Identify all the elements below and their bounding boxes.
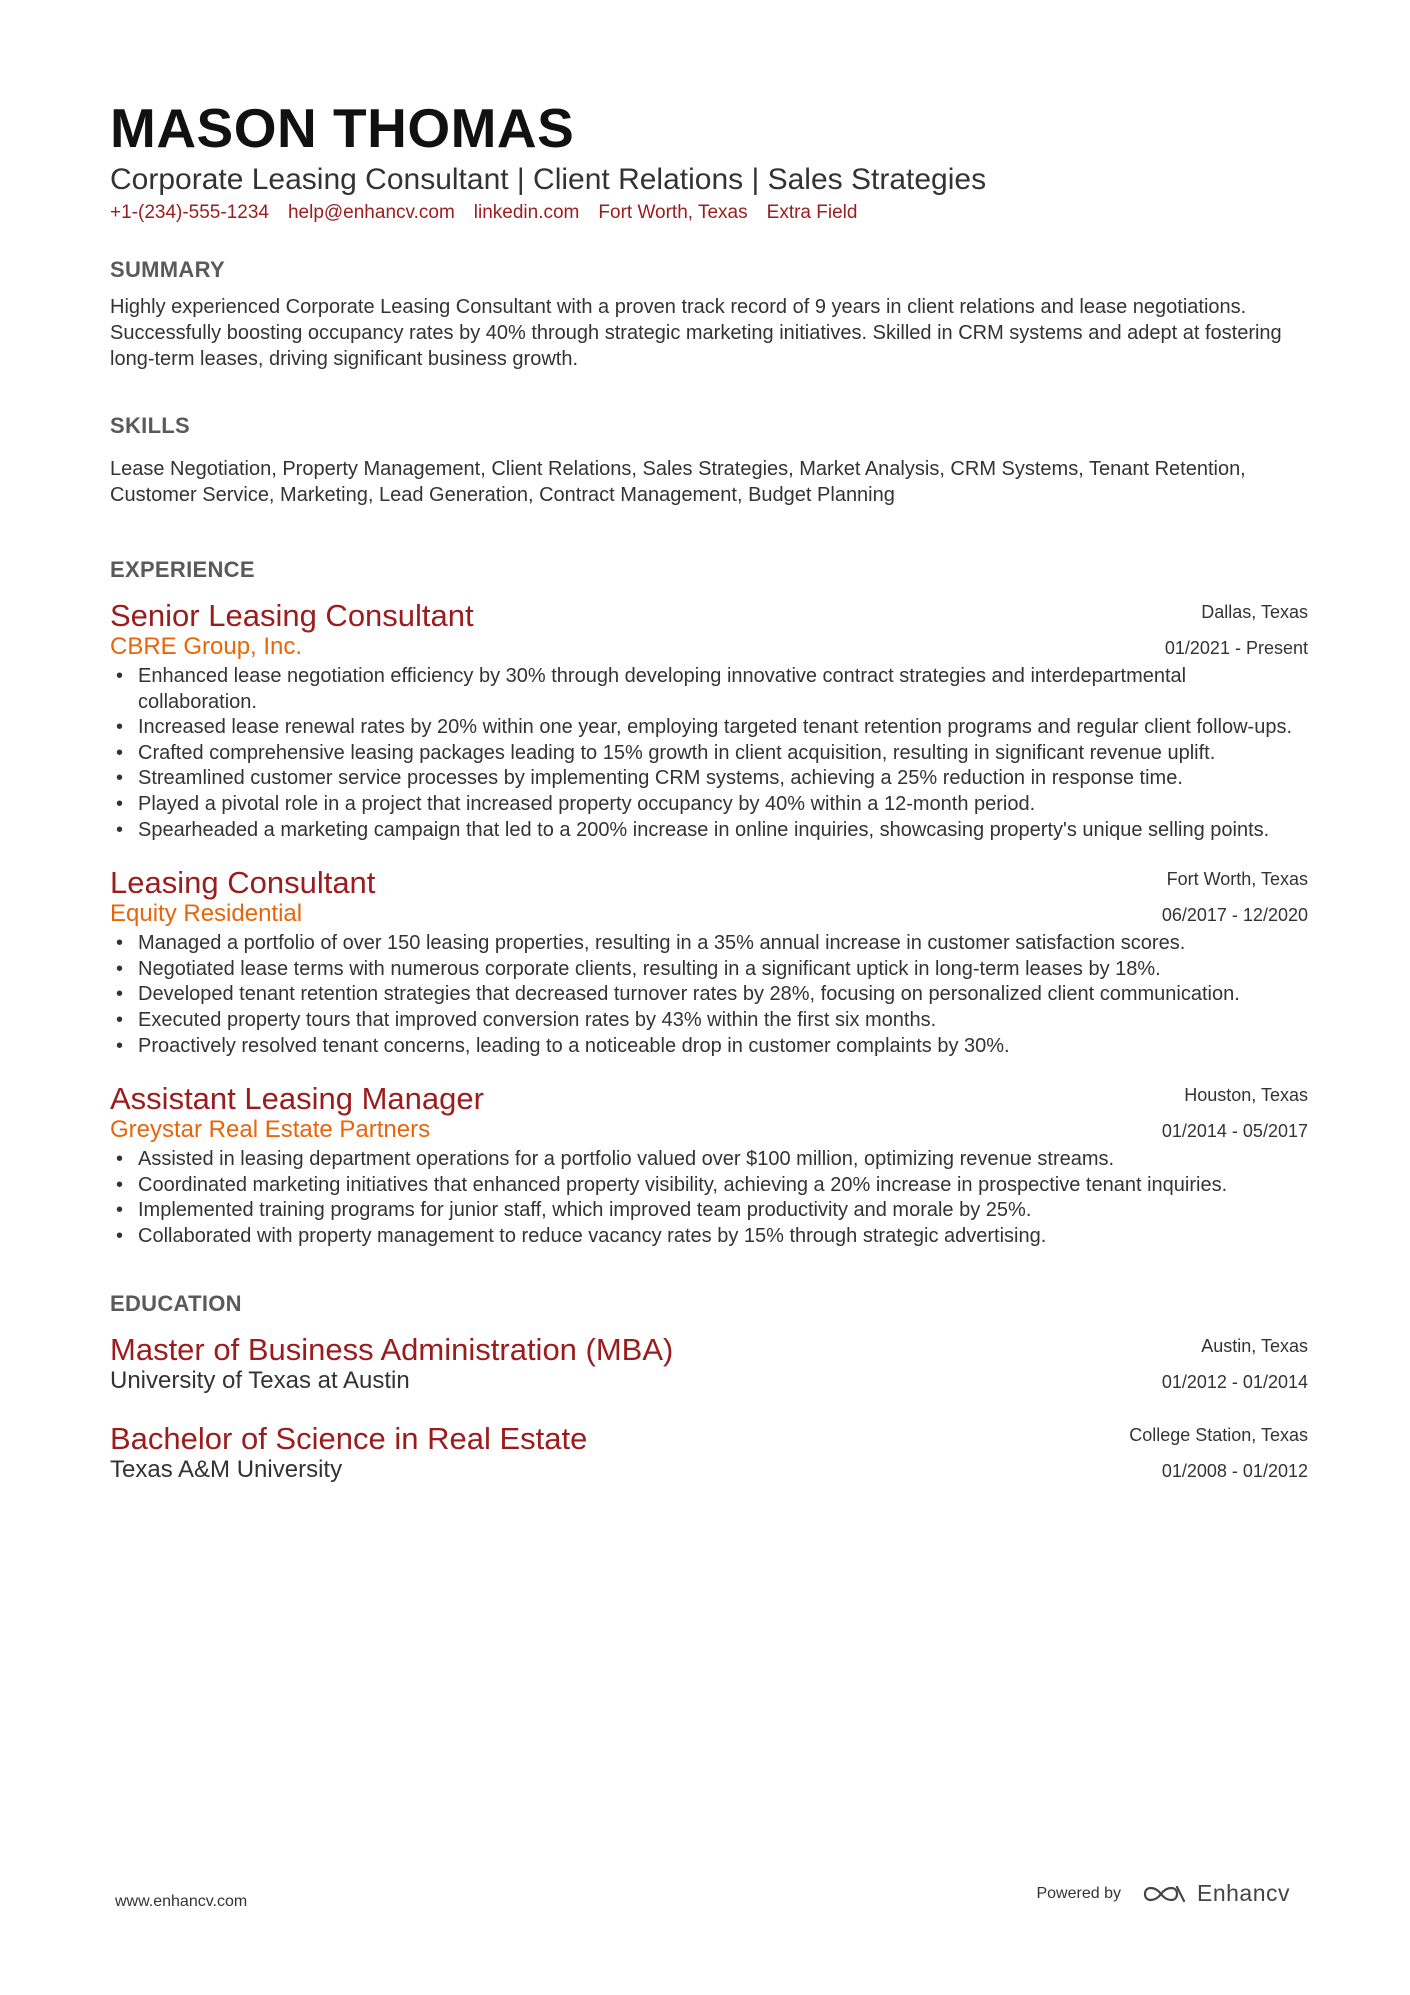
job-bullet: • Negotiated lease terms with numerous corporate clients, resulting in a significant uptick in long-term leases by 18%.	[110, 957, 1308, 983]
job-location: Fort Worth, Texas	[1166, 869, 1308, 890]
job-bullet: • Enhanced lease negotiation efficiency by 30% through developing innovative contract strategies and interdepartmental collaboration.	[116, 665, 1187, 713]
job-dates: 06/2017 - 12/2020	[1161, 905, 1308, 926]
job-bullets	[110, 1147, 1308, 1249]
bullet-dot: •	[116, 983, 124, 1006]
school-location: College Station, Texas	[1129, 1424, 1308, 1445]
section-title-summary: SUMMARY	[110, 257, 225, 282]
experience-section	[110, 556, 1308, 1250]
resume-header	[110, 96, 1308, 226]
job-bullets	[110, 664, 1308, 843]
bullet-dot: •	[116, 1148, 124, 1171]
experience-entry	[110, 1079, 1308, 1249]
company-name: CBRE Group, Inc.	[110, 633, 303, 660]
job-bullet: • Increased lease renewal rates by 20% within one year, employing targeted tenant retention programs and regular client follow-ups.	[110, 715, 1308, 741]
job-bullet: • Coordinated marketing initiatives that enhanced property visibility, achieving a 20% increase in prospective tenant inquiries.	[110, 1173, 1308, 1199]
bullet-dot: •	[116, 1173, 124, 1196]
job-bullets	[110, 931, 1308, 1059]
bullet-dot: •	[116, 792, 124, 815]
bullet-dot: •	[116, 665, 124, 687]
education-entry	[110, 1419, 1308, 1487]
degree-title: Master of Business Administration (MBA)	[110, 1331, 674, 1367]
job-dates: 01/2021 - Present	[1164, 638, 1308, 658]
job-title: Leasing Consultant	[110, 865, 376, 901]
bullet-dot: •	[116, 1199, 124, 1222]
job-bullet: • Implemented training programs for junior staff, which improved team productivity and morale by 25%.	[110, 1198, 1308, 1224]
contact-location: Fort Worth, Texas	[598, 202, 748, 223]
experience-entry-header	[110, 596, 1308, 664]
enhancv-logo-icon	[1141, 1881, 1187, 1907]
job-bullet: • Executed property tours that improved conversion rates by 43% within the first six months.	[110, 1008, 1308, 1034]
brand-logo[interactable]	[1141, 1880, 1290, 1907]
job-bullet: • Streamlined customer service processes by implementing CRM systems, achieving a 25% reduction in response time.	[110, 766, 1308, 792]
contact-linkedin[interactable]: linkedin.com	[473, 202, 580, 223]
job-title: Assistant Leasing Manager	[110, 1081, 484, 1117]
school-name: University of Texas at Austin	[110, 1366, 410, 1394]
education-section	[110, 1290, 1308, 1487]
experience-entry-header	[110, 863, 1308, 931]
section-title-education: EDUCATION	[110, 1290, 242, 1316]
candidate-name: MASON THOMAS	[110, 97, 575, 159]
skills-text: Lease Negotiation, Property Management, Client Relations, Sales Strategies, Market Analysis, CRM Systems, Tenant Retention, Customer Service, Marketing, Lead Generation, Contract Management, Budget Planning	[110, 458, 1246, 506]
summary-section	[110, 256, 1308, 372]
resume-page	[110, 96, 1308, 1487]
job-location: Dallas, Texas	[1201, 602, 1308, 622]
section-title-experience: EXPERIENCE	[110, 557, 255, 582]
powered-by-label: Powered by	[1036, 1884, 1121, 1902]
job-location: Houston, Texas	[1184, 1085, 1308, 1106]
job-bullet: • Developed tenant retention strategies that decreased turnover rates by 28%, focusing on personalized client communication.	[110, 982, 1308, 1008]
school-location: Austin, Texas	[1201, 1335, 1308, 1356]
education-entry-header	[110, 1419, 1308, 1487]
company-name: Greystar Real Estate Partners	[110, 1116, 431, 1144]
candidate-headline: Corporate Leasing Consultant | Client Relations | Sales Strategies	[110, 163, 987, 196]
school-dates: 01/2012 - 01/2014	[1161, 1371, 1308, 1392]
experience-entry	[110, 596, 1308, 843]
company-name: Equity Residential	[110, 900, 303, 928]
job-bullet: • Played a pivotal role in a project that increased property occupancy by 40% within a 12-month period.	[110, 792, 1308, 818]
job-bullet: • Crafted comprehensive leasing packages leading to 15% growth in client acquisition, resulting in significant revenue uplift.	[110, 741, 1308, 767]
school-name: Texas A&M University	[110, 1455, 343, 1483]
bullet-dot: •	[116, 932, 124, 955]
section-title-skills: SKILLS	[110, 413, 191, 438]
job-bullet: • Collaborated with property management to reduce vacancy rates by 15% through strategic advertising.	[110, 1224, 1308, 1250]
contact-extra-field: Extra Field	[766, 202, 858, 223]
bullet-dot: •	[116, 818, 124, 841]
job-bullet: • Spearheaded a marketing campaign that led to a 200% increase in online inquiries, showcasing property's unique selling points.	[110, 818, 1308, 844]
bullet-dot: •	[116, 741, 124, 764]
job-title: Senior Leasing Consultant	[110, 598, 474, 633]
experience-entry	[110, 863, 1308, 1059]
contact-phone[interactable]: +1-(234)-555-1234	[110, 202, 269, 223]
job-bullet: • Managed a portfolio of over 150 leasing properties, resulting in a 35% annual increase in customer satisfaction scores.	[110, 931, 1308, 957]
education-entry-header	[110, 1330, 1308, 1398]
contact-info	[110, 200, 1308, 226]
education-entry	[110, 1330, 1308, 1398]
job-dates: 01/2014 - 05/2017	[1161, 1121, 1308, 1142]
job-bullet: • Assisted in leasing department operations for a portfolio valued over $100 million, optimizing revenue streams.	[110, 1147, 1308, 1173]
bullet-dot: •	[116, 1224, 124, 1247]
bullet-dot: •	[116, 1008, 124, 1031]
bullet-dot: •	[116, 716, 124, 739]
job-bullet: • Proactively resolved tenant concerns, leading to a noticeable drop in customer complaints by 30%.	[110, 1034, 1308, 1060]
summary-text: Highly experienced Corporate Leasing Consultant with a proven track record of 9 years in client relations and lease negotiations. Successfully boosting occupancy rates by 40% through strategic marketing initiatives. Skilled in CRM systems and adept at fostering long-term leases, driving significant business growth.	[110, 296, 1282, 370]
bullet-dot: •	[116, 767, 124, 790]
experience-entry-header	[110, 1079, 1308, 1147]
skills-section	[110, 412, 1308, 508]
footer-website[interactable]: www.enhancv.com	[115, 1893, 248, 1910]
footer-branding	[1036, 1880, 1290, 1907]
school-dates: 01/2008 - 01/2012	[1161, 1460, 1308, 1481]
brand-name: Enhancv	[1196, 1880, 1290, 1906]
degree-title: Bachelor of Science in Real Estate	[110, 1420, 588, 1456]
bullet-dot: •	[116, 957, 124, 980]
bullet-dot: •	[116, 1034, 124, 1057]
contact-email[interactable]: help@enhancv.com	[287, 202, 455, 223]
